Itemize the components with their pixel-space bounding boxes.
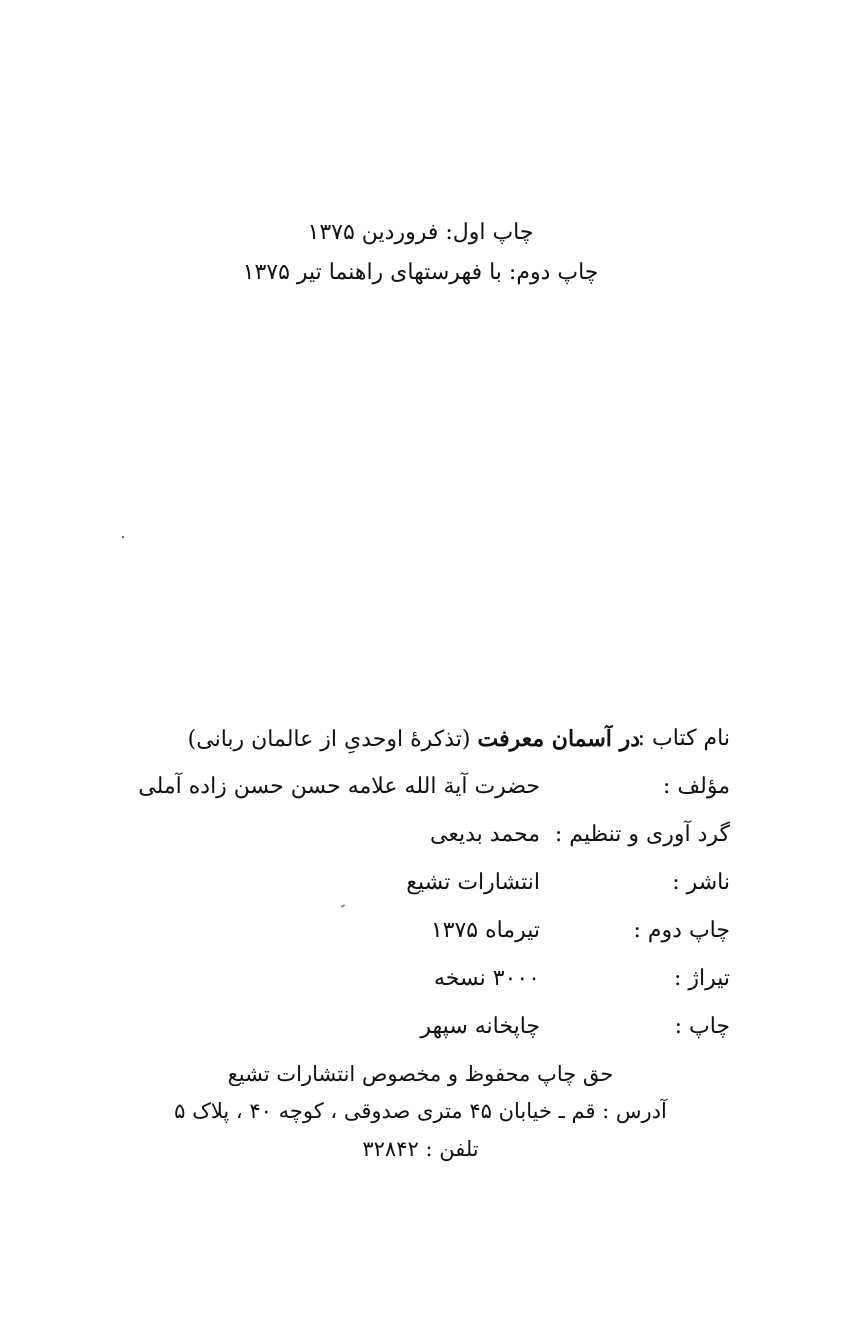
second-edition-line: چاپ دوم: با فهرستهای راهنما تیر ۱۳۷۵	[242, 260, 599, 285]
publisher-value: انتشارات تشیع	[406, 870, 540, 895]
title-label: نام کتاب :	[637, 726, 730, 751]
print-run-value: ۳۰۰۰ نسخه	[433, 966, 540, 991]
compiler-label: گرد آوری و تنظیم :	[554, 822, 730, 847]
compiler-value: محمد بدیعی	[430, 822, 540, 847]
print-run-label: تیراژ :	[673, 966, 730, 991]
printer-value: چاپخانه سپهر	[420, 1014, 540, 1039]
info-row-second-edition	[170, 914, 730, 962]
second-edition-label: چاپ دوم :	[633, 918, 730, 943]
title-subtitle: (تذکرهٔ اوحدیِ از عالمان ربانی)	[187, 727, 478, 752]
publisher-address: آدرس : قم ـ خیابان ۴۵ متری صدوقی ، کوچه ۴۰ ، پلاک ۵	[174, 1099, 667, 1123]
info-row-printer	[170, 1010, 730, 1058]
copyright-notice: حق چاپ محفوظ و مخصوص انتشارات تشیع	[227, 1062, 614, 1086]
publisher-label: ناشر :	[672, 870, 730, 895]
second-edition-value: تیرماه ۱۳۷۵	[430, 918, 540, 943]
author-label: مؤلف :	[662, 774, 730, 799]
printer-label: چاپ :	[674, 1014, 730, 1039]
first-edition-line: چاپ اول: فروردین ۱۳۷۵	[307, 220, 534, 245]
info-row-compiler	[170, 818, 730, 866]
title-value	[188, 722, 640, 757]
book-info-block	[138, 722, 730, 1058]
title-main: در آسمان معرفت	[477, 726, 640, 752]
publisher-phone: تلفن : ۳۲۸۴۲	[362, 1137, 479, 1161]
info-row-title	[170, 722, 730, 770]
info-row-print-run	[170, 962, 730, 1010]
info-row-author	[138, 770, 730, 818]
scan-speck	[122, 536, 124, 538]
info-row-publisher	[170, 866, 730, 914]
author-value: حضرت آیة الله علامه حسن حسن زاده آملی	[138, 774, 540, 799]
